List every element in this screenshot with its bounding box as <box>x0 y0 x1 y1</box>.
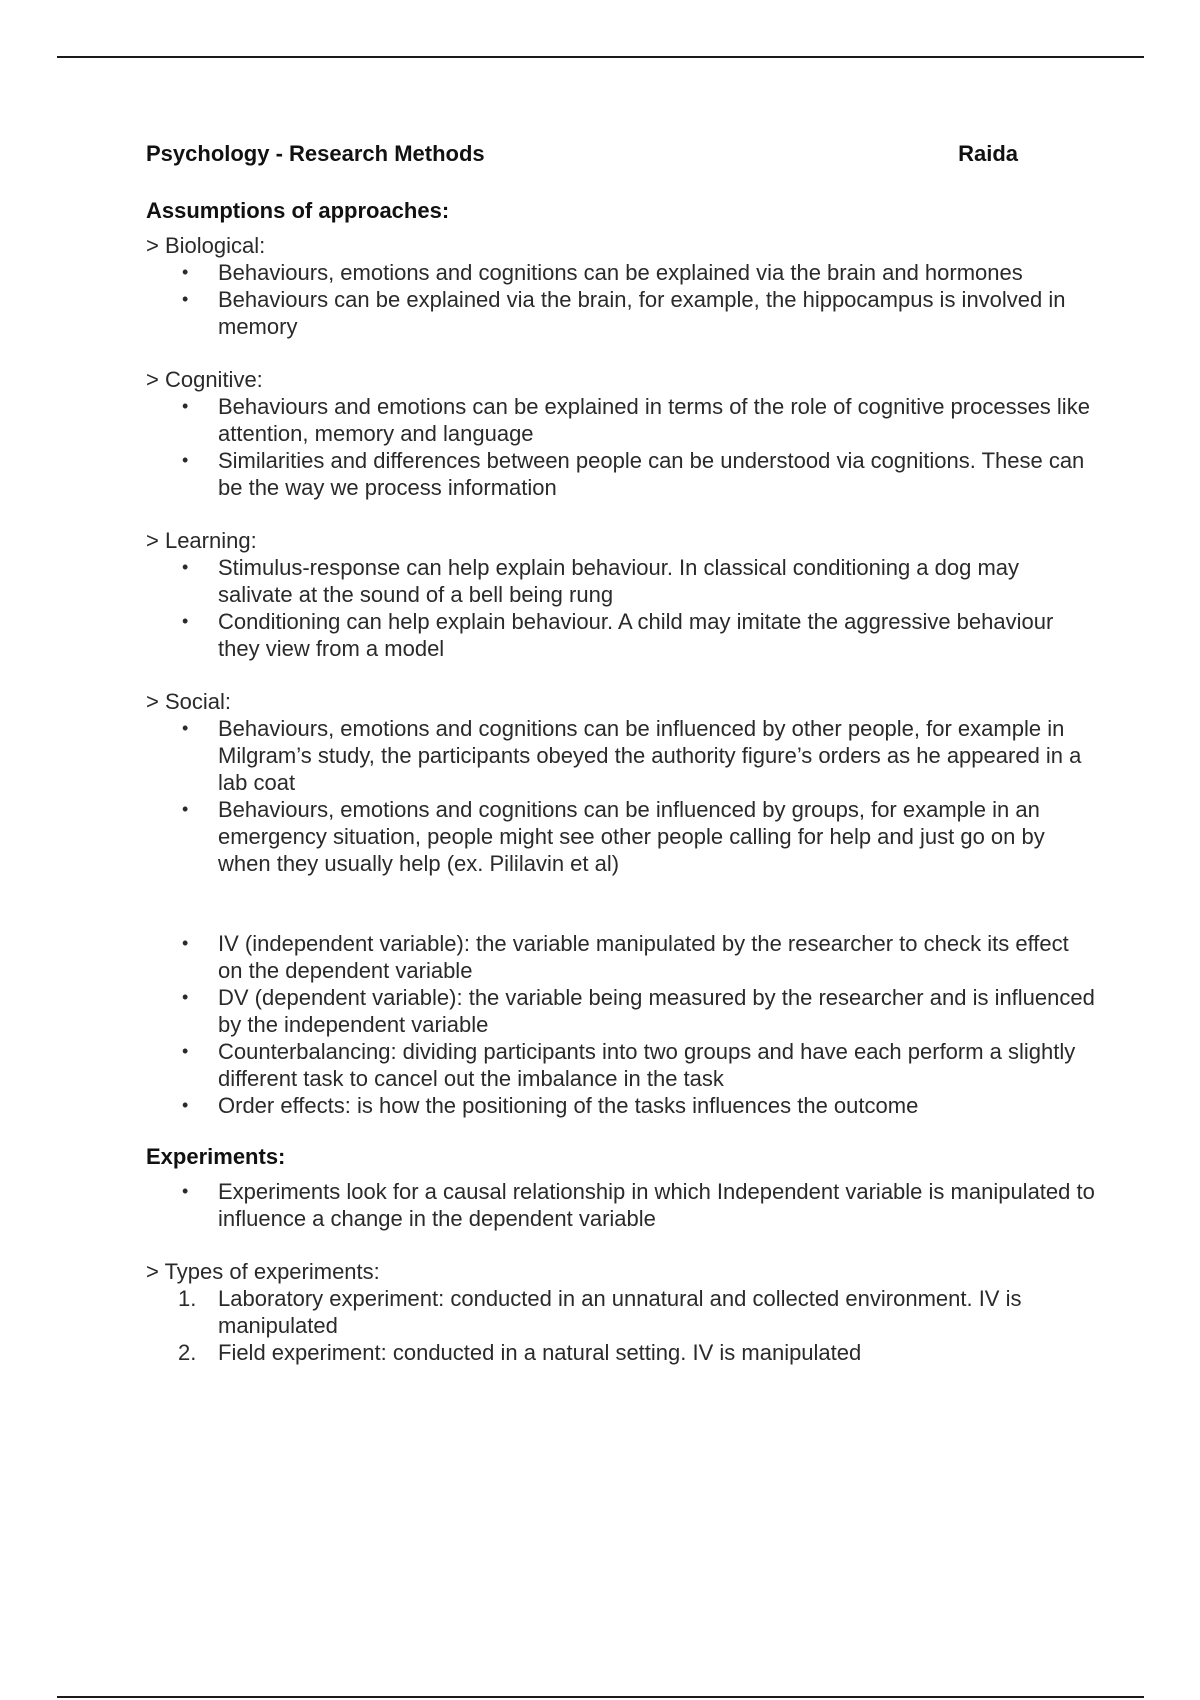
bullet-icon: • <box>182 1181 189 1201</box>
bottom-rule <box>57 1696 1144 1698</box>
cognitive-list <box>146 393 1096 501</box>
bullet-icon: • <box>182 718 189 738</box>
list-item: • IV (independent variable): the variable manipulated by the researcher to check its effect on the dependent variable <box>182 931 1069 983</box>
list-item: 1. Laboratory experiment: conducted in an unnatural and collected environment. IV is manipulated <box>178 1286 1022 1338</box>
author-name: Raida <box>958 141 1018 166</box>
list-item: • Experiments look for a causal relationship in which Independent variable is manipulated to influence a change in the dependent variable <box>182 1179 1095 1231</box>
experiments-list <box>146 1178 1096 1232</box>
bullet-icon: • <box>182 1041 189 1061</box>
document-header <box>146 140 1018 167</box>
list-item: • Stimulus-response can help explain behaviour. In classical conditioning a dog may salivate at the sound of a bell being rung <box>182 555 1020 607</box>
cognitive-label: > Cognitive: <box>146 367 263 392</box>
list-item: • Behaviours can be explained via the brain, for example, the hippocampus is involved in memory <box>182 287 1066 339</box>
list-item: • DV (dependent variable): the variable being measured by the researcher and is influenced by the independent variable <box>182 985 1095 1037</box>
bullet-icon: • <box>182 987 189 1007</box>
list-item: • Similarities and differences between people can be understood via cognitions. These can be the way we process information <box>182 448 1085 500</box>
list-item: • Behaviours, emotions and cognitions can be influenced by groups, for example in an emergency situation, people might see other people calling for help and just go on by when they usually help (ex. Pililavin et al) <box>182 797 1045 876</box>
bullet-icon: • <box>182 611 189 631</box>
list-item: • Order effects: is how the positioning of the tasks influences the outcome <box>182 1093 919 1118</box>
document-title: Psychology - Research Methods <box>146 141 485 166</box>
bullet-icon: • <box>182 450 189 470</box>
list-number: 2. <box>178 1340 197 1365</box>
bullet-icon: • <box>182 799 189 819</box>
list-item: • Behaviours, emotions and cognitions can be explained via the brain and hormones <box>182 260 1023 285</box>
list-item: 2. Field experiment: conducted in a natural setting. IV is manipulated <box>178 1340 862 1365</box>
social-label: > Social: <box>146 689 231 714</box>
bullet-icon: • <box>182 396 189 416</box>
list-number: 1. <box>178 1286 197 1311</box>
learning-list <box>146 554 1096 662</box>
biological-label: > Biological: <box>146 233 266 258</box>
variables-list <box>146 930 1096 1119</box>
experiment-types-list <box>146 1285 1096 1366</box>
bullet-icon: • <box>182 1095 189 1115</box>
bullet-icon: • <box>182 933 189 953</box>
list-item: • Behaviours and emotions can be explained in terms of the role of cognitive processes like attention, memory and language <box>182 394 1090 446</box>
bullet-icon: • <box>182 557 189 577</box>
list-item: • Counterbalancing: dividing participants into two groups and have each perform a slightly different task to cancel out the imbalance in the task <box>182 1039 1076 1091</box>
types-of-experiments-label: > Types of experiments: <box>146 1259 380 1284</box>
social-list <box>146 715 1096 877</box>
learning-label: > Learning: <box>146 528 257 553</box>
assumptions-heading: Assumptions of approaches: <box>146 198 450 223</box>
top-rule <box>57 56 1144 58</box>
experiments-heading: Experiments: <box>146 1144 286 1169</box>
bullet-icon: • <box>182 289 189 309</box>
list-item: • Conditioning can help explain behaviour. A child may imitate the aggressive behaviour they view from a model <box>182 609 1054 661</box>
biological-list <box>146 259 1096 340</box>
list-item: • Behaviours, emotions and cognitions can be influenced by other people, for example in Milgram’s study, the participants obeyed the authority figure’s orders as he appeared in a lab coat <box>182 716 1082 795</box>
bullet-icon: • <box>182 262 189 282</box>
document-body <box>146 140 1096 1366</box>
